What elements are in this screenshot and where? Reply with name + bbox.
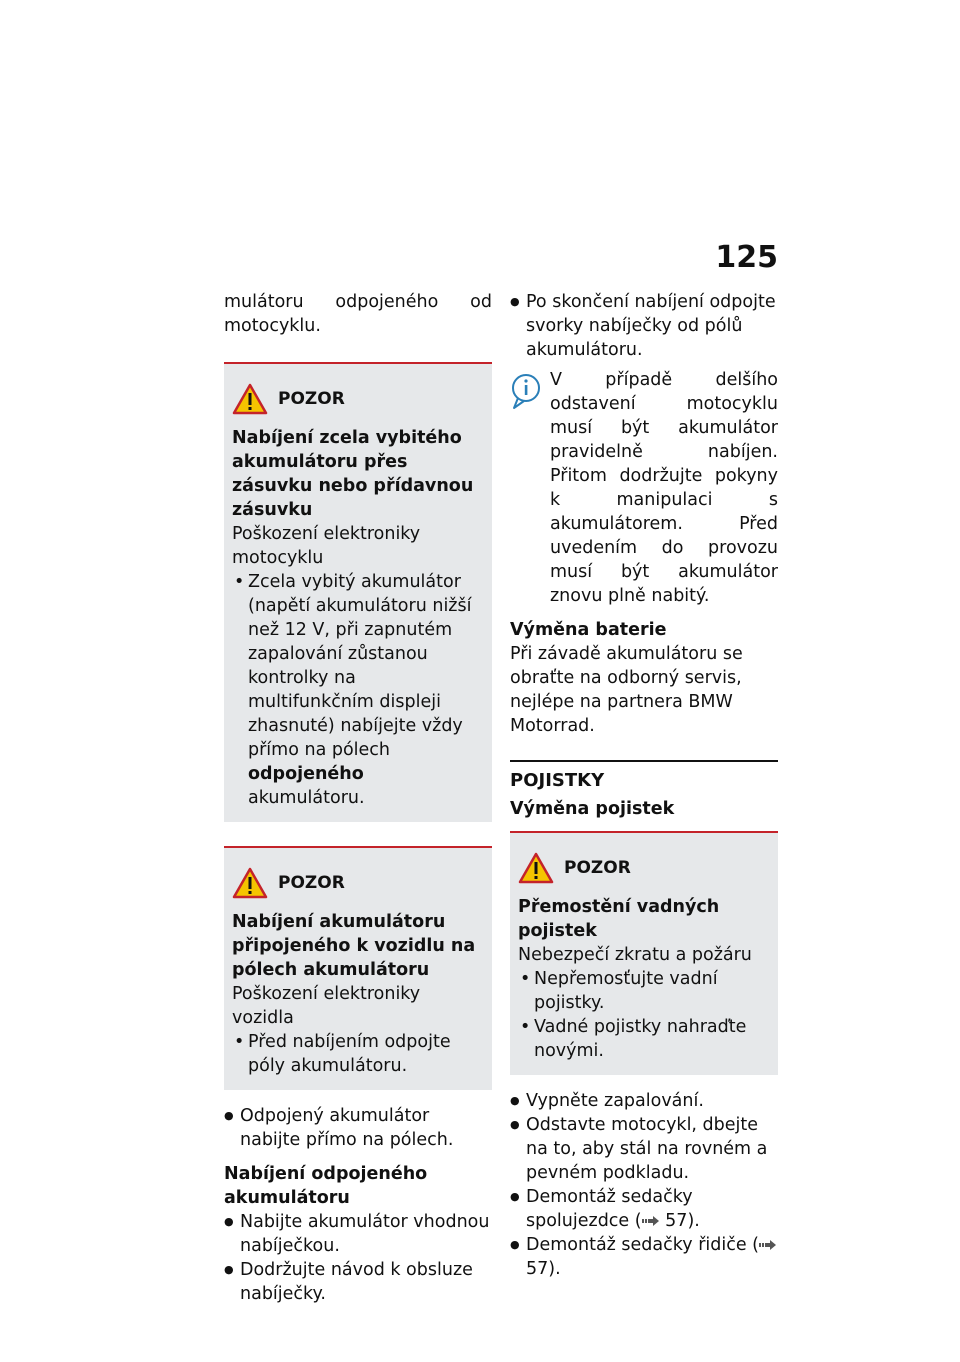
warning-cause: Poškození elektroniky motocyklu (232, 524, 421, 568)
info-text: V případě delšího odstavení motocyklu musí být akumulátor pravidelně nabíjen. Přitom dodržujte pokyny k manipulaci s akumulátorem. Před uvedením do provozu musí být akumulátor znovu plně nabitý. (550, 370, 778, 606)
step-item: ● Dodržujte návod k obsluze nabíječky. (224, 1258, 492, 1306)
warning-triangle-icon (518, 852, 554, 884)
warning-triangle-icon (232, 383, 268, 415)
warning-title: Nabíjení akumulátoru připojeného k vozidlu na pólech akumulátoru (232, 912, 476, 980)
section-divider (510, 760, 778, 762)
warning-bullet: • Nepřemosťujte vadní pojistky. (518, 967, 770, 1015)
battery-text: Při závadě akumulátoru se obraťte na odborný servis, nejlépe na partnera BMW Motorrad. (510, 644, 743, 736)
warning-bullet: • Vadné pojistky nahraďte novými. (518, 1015, 770, 1063)
warning-box-2 (224, 846, 492, 1090)
warning-label: POZOR (278, 873, 345, 893)
step-item: ● Vypněte zapalování. (510, 1089, 778, 1113)
step-item: ● Odpojený akumulátor nabijte přímo na pólech. (224, 1104, 492, 1152)
step-list (224, 1104, 492, 1152)
warning-list (518, 967, 770, 1063)
warning-label: POZOR (564, 858, 631, 878)
warning-list (232, 1030, 484, 1078)
warning-title: Nabíjení zcela vybitého akumulátoru přes zásuvku nebo přídavnou zásuvku (232, 428, 474, 520)
warning-header (232, 382, 484, 416)
right-column (510, 290, 778, 1281)
info-note (510, 368, 778, 608)
left-column (224, 290, 492, 1306)
warning-triangle-icon (232, 867, 268, 899)
step-list (510, 290, 778, 362)
page-reference-arrow-icon (642, 1215, 660, 1227)
page-reference-arrow-icon (759, 1239, 777, 1251)
step-list (224, 1210, 492, 1306)
step-item: ● Nabijte akumulátor vhodnou nabíječkou. (224, 1210, 492, 1258)
warning-title: Přemostění vadných pojistek (518, 897, 720, 941)
step-list (510, 1089, 778, 1281)
warning-label: POZOR (278, 389, 345, 409)
warning-header (232, 866, 484, 900)
warning-box-1 (224, 362, 492, 822)
subsection-heading: Nabíjení odpojeného akumulátoru (224, 1164, 428, 1208)
subsection-heading: Výměna pojistek (510, 799, 675, 819)
step-item: ● Demontáž sedačky řidiče ( 57). (510, 1233, 778, 1281)
info-icon (510, 372, 546, 410)
warning-bullet: • Před nabíjením odpojte póly akumulátoru. (232, 1030, 484, 1078)
warning-header (518, 851, 770, 885)
section-title: POJISTKY (510, 770, 605, 791)
warning-cause: Nebezpečí zkratu a požáru (518, 945, 752, 965)
subsection-heading: Výměna baterie (510, 620, 667, 640)
warning-box-3 (510, 831, 778, 1075)
warning-bullet: • Zcela vybitý akumulátor (napětí akumulátoru nižší než 12 V, při zapnutém zapalování zůstanou kontrolky na multifunkčním displeji zhasnuté) nabíjejte vždy přímo na pólech odpojeného akumulátoru. (232, 570, 484, 810)
page-number: 125 (715, 240, 778, 275)
warning-cause: Poškození elektroniky vozidla (232, 984, 421, 1028)
intro-text: mulátoru odpojeného od motocyklu. (224, 292, 492, 336)
warning-list (232, 570, 484, 810)
step-item: ● Demontáž sedačky spolujezdce ( 57). (510, 1185, 778, 1233)
step-item: ● Po skončení nabíjení odpojte svorky nabíječky od pólů akumulátoru. (510, 290, 778, 362)
step-item: ● Odstavte motocykl, dbejte na to, aby stál na rovném a pevném podkladu. (510, 1113, 778, 1185)
